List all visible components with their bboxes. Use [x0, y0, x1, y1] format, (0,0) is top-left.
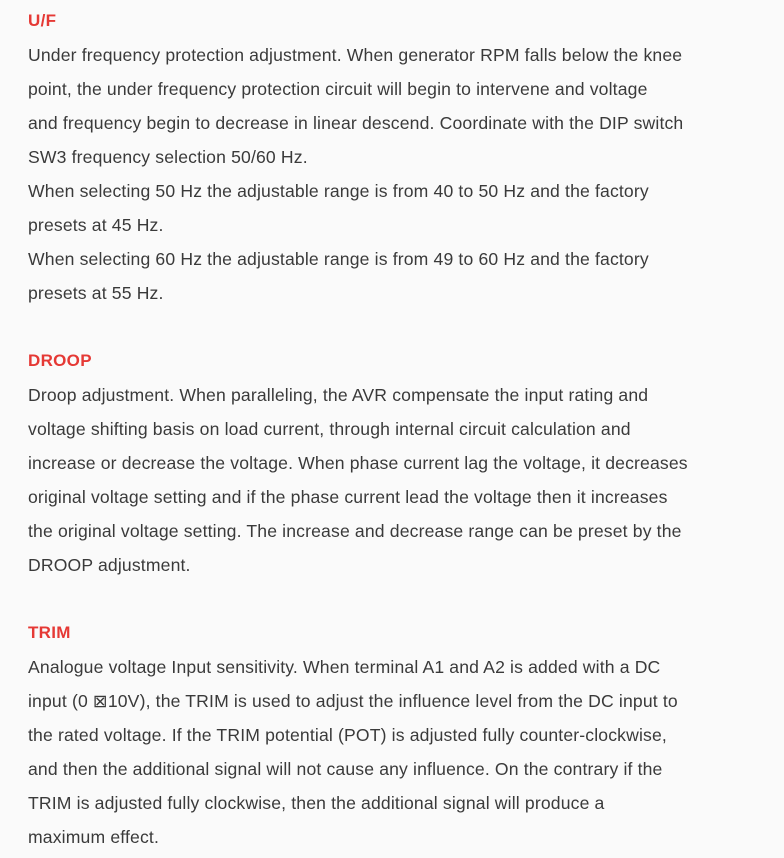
section-trim: [28, 622, 780, 854]
uf-paragraph-60hz: When selecting 60 Hz the adjustable range is from 49 to 60 Hz and the factory presets at 55 Hz.: [28, 249, 649, 303]
section-heading-droop: DROOP: [28, 351, 92, 370]
droop-paragraph: Droop adjustment. When paralleling, the AVR compensate the input rating and voltage shifting basis on load current, through internal circuit calculation and increase or decrease the voltage. When phase current lag the voltage, it decreases original voltage setting and if the phase current lead the voltage then it increases the original voltage setting. The increase and decrease range can be preset by the DROOP adjustment.: [28, 385, 688, 575]
section-uf: [28, 10, 780, 310]
section-droop: [28, 350, 780, 582]
uf-paragraph-50hz: When selecting 50 Hz the adjustable range is from 40 to 50 Hz and the factory presets at 45 Hz.: [28, 181, 649, 235]
section-heading-trim: TRIM: [28, 623, 71, 642]
trim-paragraph: Analogue voltage Input sensitivity. When terminal A1 and A2 is added with a DC input (0 ⊠10V), the TRIM is used to adjust the influence level from the DC input to the rated voltage. If the TRIM potential (POT) is adjusted fully counter-clockwise, and then the additional signal will not cause any influence. On the contrary if the TRIM is adjusted fully clockwise, then the additional signal will produce a maximum effect.: [28, 657, 678, 847]
uf-paragraph-description: Under frequency protection adjustment. When generator RPM falls below the knee point, the under frequency protection circuit will begin to intervene and voltage and frequency begin to decrease in linear descend. Coordinate with the DIP switch SW3 frequency selection 50/60 Hz.: [28, 45, 684, 167]
section-heading-uf: U/F: [28, 11, 57, 30]
